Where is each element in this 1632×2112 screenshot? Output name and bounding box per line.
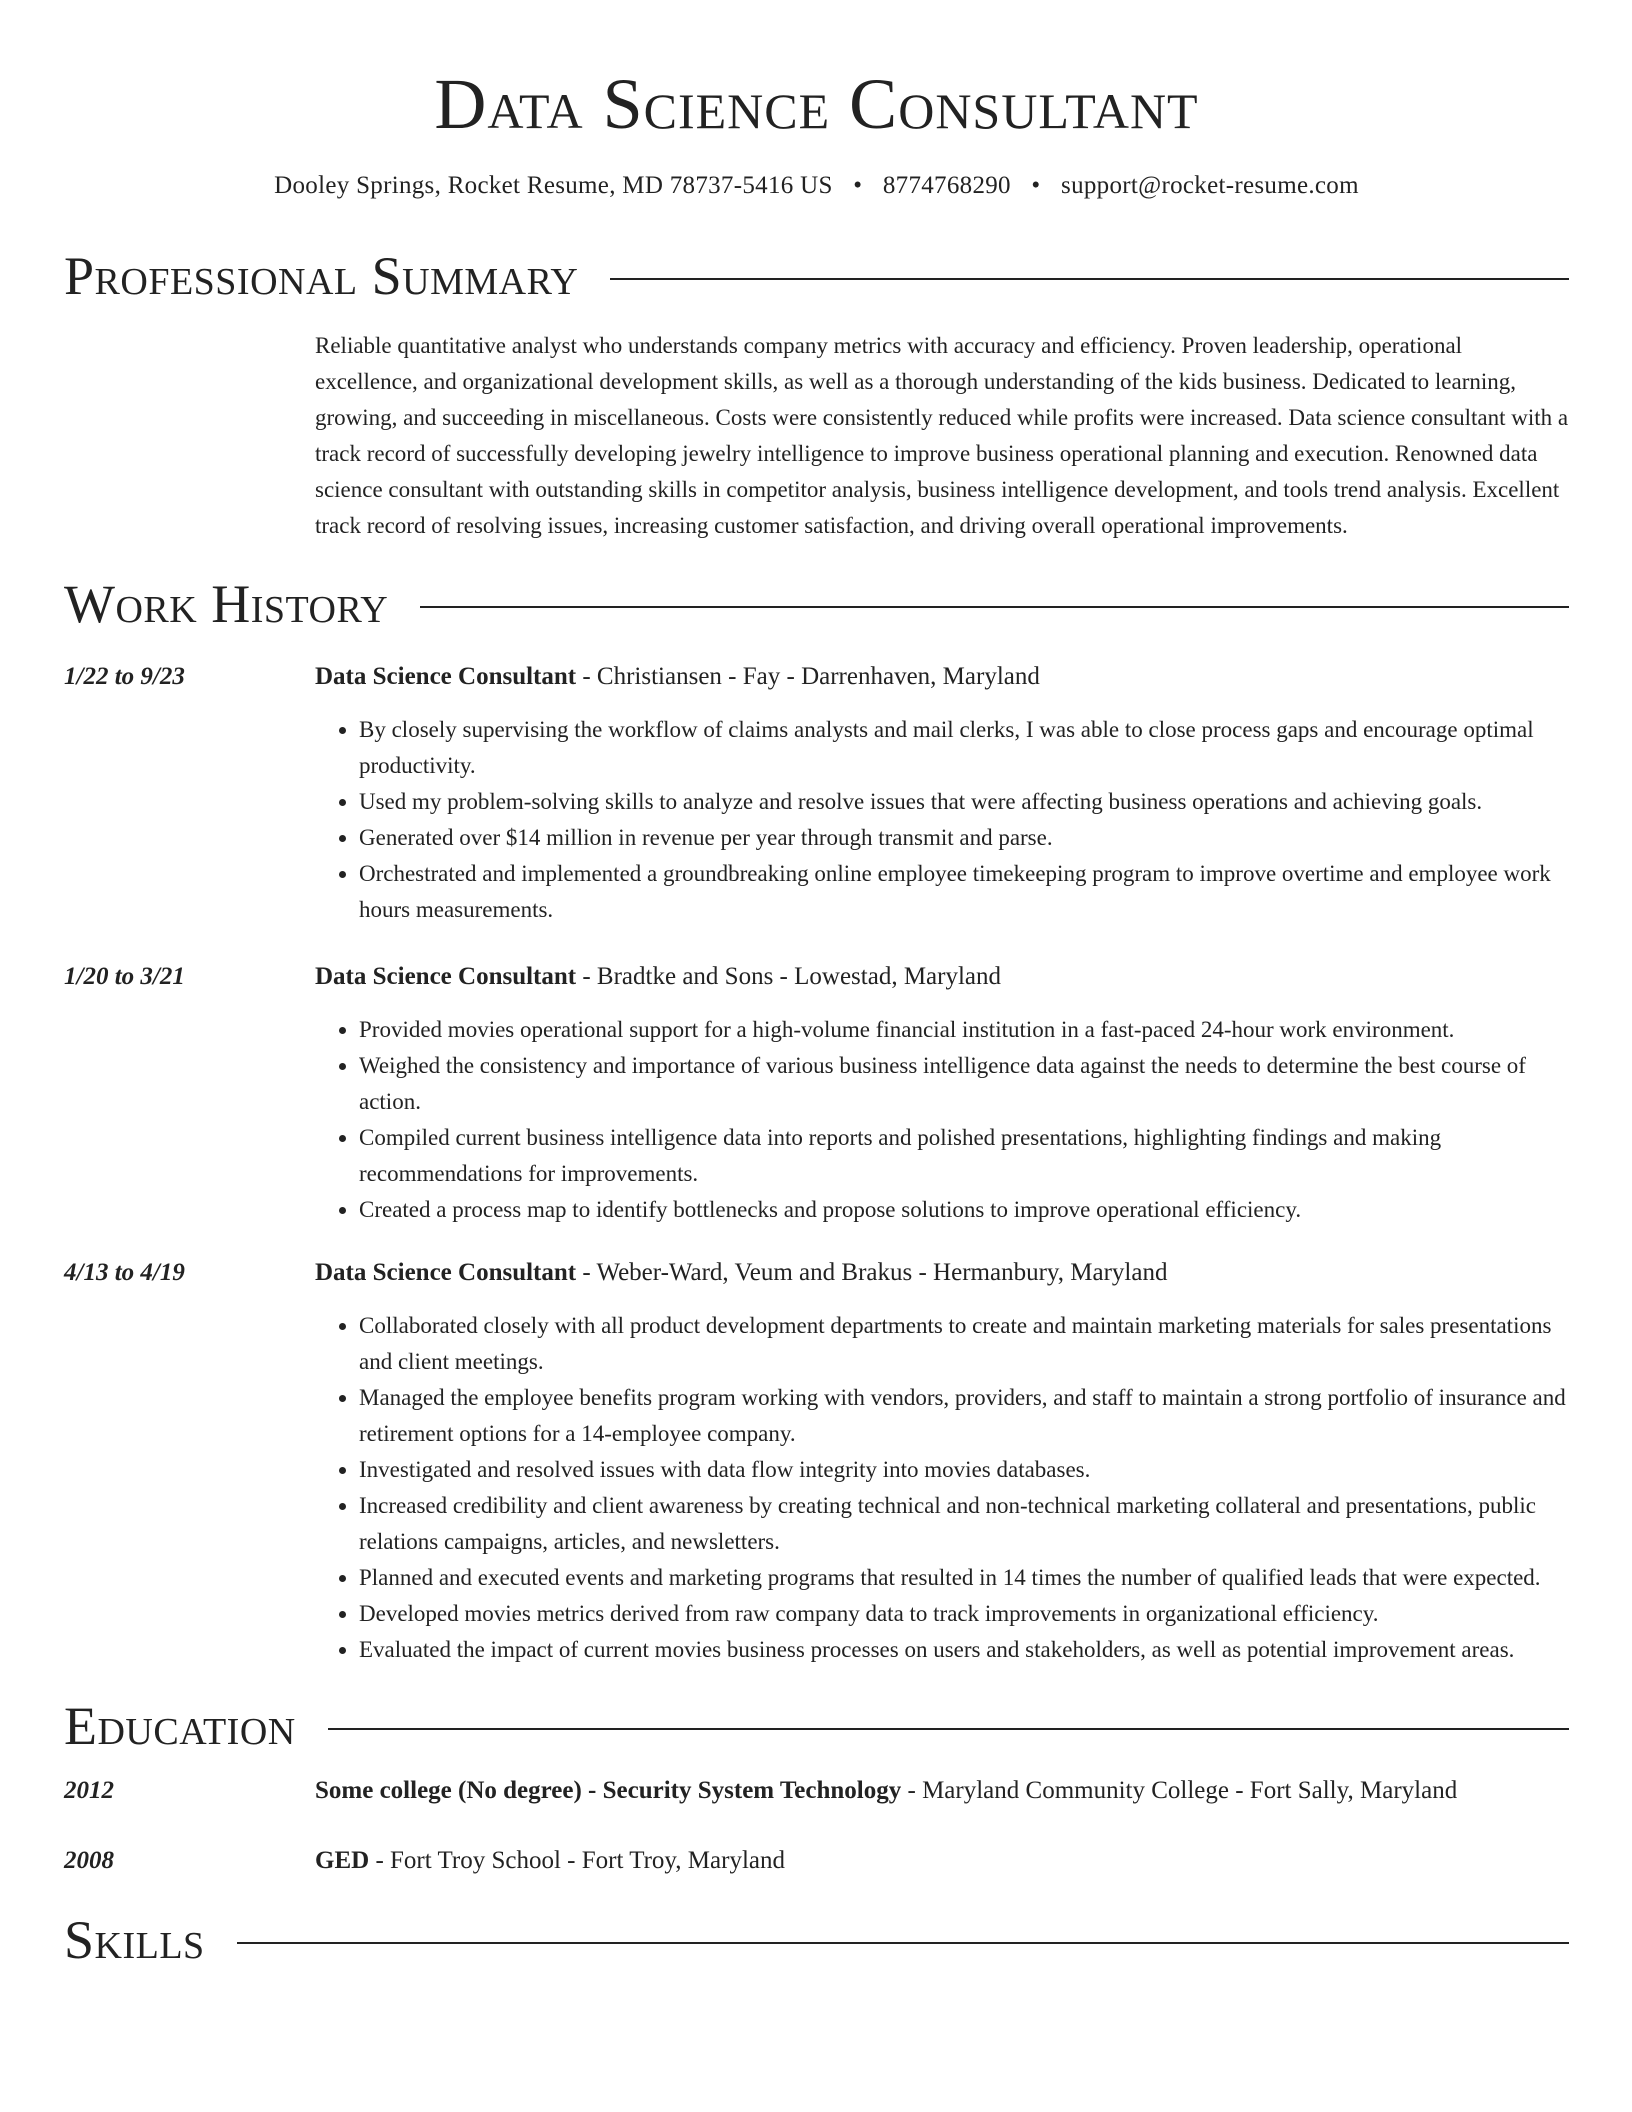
job-bullet: • Generated over $14 million in revenue per year through transmit and parse. <box>359 820 1569 856</box>
education-line <box>315 1844 785 1878</box>
education-list <box>64 1774 1569 1878</box>
summary-section-title: Professional Summary <box>64 246 579 306</box>
skills-section-header <box>64 1910 1569 1970</box>
education-degree: GED <box>315 1847 370 1874</box>
contact-phone: 8774768290 <box>882 172 1011 199</box>
contact-address: Dooley Springs, Rocket Resume, MD 78737-5416 US <box>274 172 833 199</box>
job-bullet: • Compiled current business intelligence data into reports and polished presentations, highlighting findings and making recommendations for improvements. <box>359 1120 1569 1192</box>
job-bullet: • Increased credibility and client awareness by creating technical and non-technical marketing collateral and presentations, public relations campaigns, articles, and newsletters. <box>359 1488 1569 1560</box>
job-role: Data Science Consultant <box>315 663 577 690</box>
job-details: - Bradtke and Sons - Lowestad, Maryland <box>576 963 1002 990</box>
job-bullet: • By closely supervising the workflow of claims analysts and mail clerks, I was able to close process gaps and encourage optimal productivity. <box>359 712 1569 784</box>
job-bullet: • Collaborated closely with all product development departments to create and maintain marketing materials for sales presentations and client meetings. <box>359 1308 1569 1380</box>
education-year: 2008 <box>64 1847 114 1874</box>
job-bullet: • Provided movies operational support for a high-volume financial institution in a fast-paced 24-hour work environment. <box>359 1012 1569 1048</box>
job-title-line <box>315 960 1569 994</box>
job-bullet: • Investigated and resolved issues with data flow integrity into movies databases. <box>359 1452 1569 1488</box>
education-details: - Maryland Community College - Fort Sally, Maryland <box>901 1777 1458 1804</box>
job-bullets <box>315 1012 1569 1228</box>
contact-separator: • <box>853 172 863 199</box>
job-entry <box>64 960 1569 1228</box>
job-bullets <box>315 1308 1569 1668</box>
contact-line <box>64 170 1569 202</box>
job-details: - Weber-Ward, Veum and Brakus - Hermanbury, Maryland <box>576 1259 1168 1286</box>
job-dates: 1/22 to 9/23 <box>64 663 185 690</box>
education-year: 2012 <box>64 1777 114 1804</box>
job-body <box>315 660 1569 928</box>
job-entry <box>64 660 1569 928</box>
candidate-name: Data Science Consultant <box>434 64 1199 144</box>
job-bullet: • Managed the employee benefits program working with vendors, providers, and staff to maintain a strong portfolio of insurance and retirement options for a 14-employee company. <box>359 1380 1569 1452</box>
job-bullet: • Evaluated the impact of current movies business processes on users and stakeholders, as well as potential improvement areas. <box>359 1632 1569 1668</box>
education-entry <box>64 1774 1569 1808</box>
resume-page <box>64 0 1569 1970</box>
skills-section-title: Skills <box>64 1910 205 1970</box>
education-line <box>315 1774 1457 1808</box>
job-bullet: • Developed movies metrics derived from raw company data to track improvements in organizational efficiency. <box>359 1596 1569 1632</box>
work-section-title: Work History <box>64 574 389 634</box>
job-dates: 1/20 to 3/21 <box>64 963 185 990</box>
job-body <box>315 1256 1569 1668</box>
job-title-line <box>315 660 1569 694</box>
section-divider <box>237 1942 1569 1944</box>
job-bullets <box>315 712 1569 928</box>
job-role: Data Science Consultant <box>315 1259 577 1286</box>
contact-separator: • <box>1031 172 1041 199</box>
contact-email: support@rocket-resume.com <box>1061 172 1359 199</box>
job-entry <box>64 1256 1569 1668</box>
job-bullet: • Used my problem-solving skills to analyze and resolve issues that were affecting business operations and achieving goals. <box>359 784 1569 820</box>
job-bullet: • Planned and executed events and marketing programs that resulted in 14 times the number of qualified leads that were expected. <box>359 1560 1569 1596</box>
job-bullet: • Orchestrated and implemented a groundbreaking online employee timekeeping program to improve overtime and employee work hours measurements. <box>359 856 1569 928</box>
job-dates: 4/13 to 4/19 <box>64 1259 185 1286</box>
job-details: - Christiansen - Fay - Darrenhaven, Maryland <box>576 663 1040 690</box>
job-role: Data Science Consultant <box>315 963 577 990</box>
education-entry <box>64 1844 1569 1878</box>
job-bullet: • Created a process map to identify bottlenecks and propose solutions to improve operational efficiency. <box>359 1192 1569 1228</box>
summary-text: Reliable quantitative analyst who understands company metrics with accuracy and efficiency. Proven leadership, operational excellence, and organizational development skills, as well as a thorough understanding of the kids business. Dedicated to learning, growing, and succeeding in miscellaneous. Costs were consistently reduced while profits were increased. Data science consultant with a track record of successfully developing jewelry intelligence to improve business operational planning and execution. Renowned data science consultant with outstanding skills in competitor analysis, business intelligence development, and tools trend analysis. Excellent track record of resolving issues, increasing customer satisfaction, and driving overall operational improvements. <box>315 333 1569 538</box>
job-title-line <box>315 1256 1569 1290</box>
job-body <box>315 960 1569 1228</box>
education-section-title: Education <box>64 1696 296 1756</box>
section-divider <box>610 278 1569 280</box>
summary-section-header <box>64 246 1569 306</box>
education-degree: Some college (No degree) - Security System Technology <box>315 1777 902 1804</box>
work-history-list <box>64 660 1569 1668</box>
job-bullet: • Weighed the consistency and importance of various business intelligence data against the needs to determine the best course of action. <box>359 1048 1569 1120</box>
section-divider <box>328 1728 1569 1730</box>
education-section-header <box>64 1696 1569 1756</box>
education-details: - Fort Troy School - Fort Troy, Maryland <box>369 1847 785 1874</box>
section-divider <box>420 606 1569 608</box>
work-section-header <box>64 574 1569 634</box>
